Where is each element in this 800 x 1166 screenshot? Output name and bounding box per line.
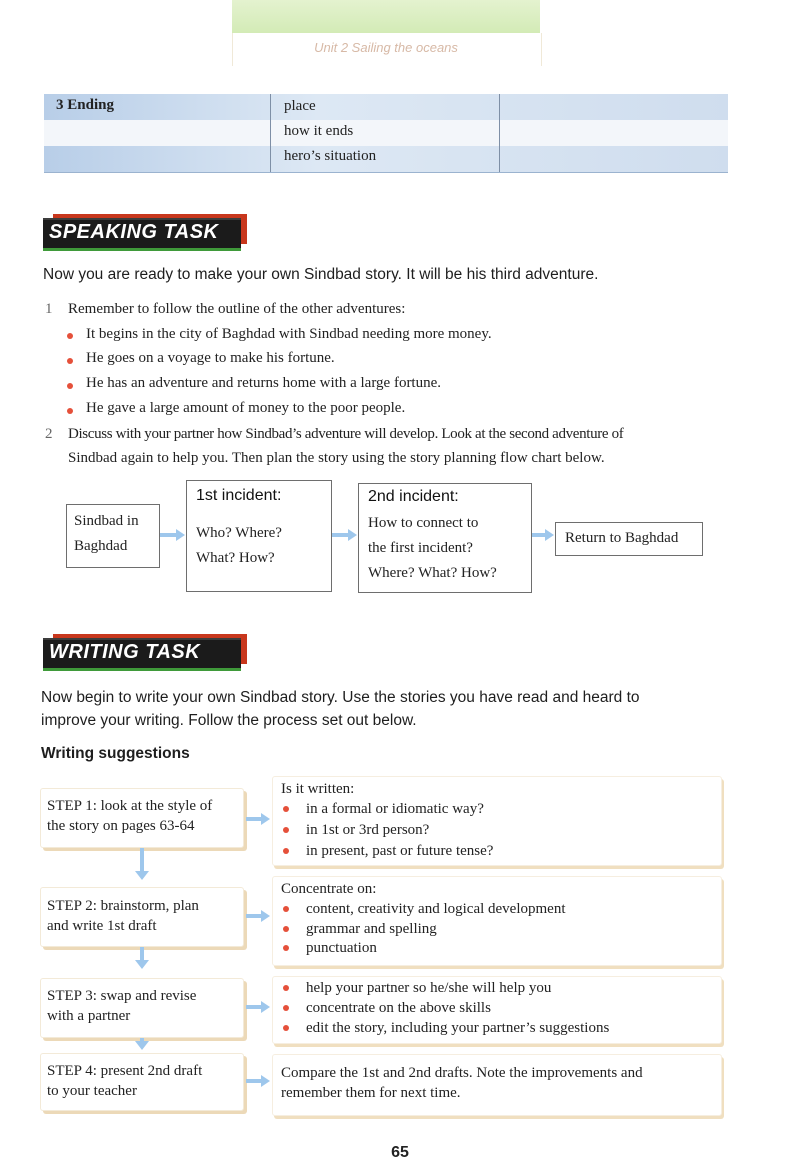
bullet-icon [283,945,289,951]
bullet-icon [283,827,289,833]
speaking-intro: Now you are ready to make your own Sindbad story. It will be his third adventure. [43,266,599,283]
bullet-icon [67,383,73,389]
writing-suggestions-heading: Writing suggestions [41,745,190,762]
step-arrow-icon [246,815,270,823]
step-2-box: STEP 2: brainstorm, plan and write 1st draft [40,887,244,947]
step-3-box: STEP 3: swap and revise with a partner [40,978,244,1038]
header-illustration [232,0,540,33]
item-text: Sindbad again to help you. Then plan the story using the story planning flow chart below. [68,450,605,466]
item-text: Discuss with your partner how Sindbad’s adventure will develop. Look at the second adventure of [68,426,624,442]
writing-intro: Now begin to write your own Sindbad story. Use the stories you have read and heard to [41,689,640,706]
item-text: Remember to follow the outline of the other adventures: [68,301,406,317]
flow-box-incident-1: 1st incident: Who? Where? What? How? [186,480,332,592]
bullet-icon [283,1005,289,1011]
step-arrow-icon [246,912,270,920]
table-section-label: 3 Ending [56,97,114,113]
table-cell: how it ends [284,123,354,139]
step-1-box: STEP 1: look at the style of the story on pages 63-64 [40,788,244,848]
bullet-text: He gave a large amount of money to the poor people. [86,400,406,416]
flow-box-start: Sindbad in Baghdad [66,504,160,568]
speaking-task-title: SPEAKING TASK [49,221,219,243]
writing-intro: improve your writing. Follow the process set out below. [41,712,417,729]
bullet-text: He has an adventure and returns home with a large fortune. [86,375,442,391]
item-number: 1 [45,301,53,317]
bullet-icon [283,926,289,932]
item-number: 2 [45,426,53,442]
table-row [44,120,728,146]
writing-task-title: WRITING TASK [49,641,201,663]
table-row [44,146,728,172]
table-divider [499,94,500,172]
step-4-box: STEP 4: present 2nd draft to your teacher [40,1053,244,1111]
flow-box-incident-2: 2nd incident: How to connect to the first incident? Where? What? How? [358,483,532,593]
bullet-icon [283,848,289,854]
bullet-icon [67,358,73,364]
bullet-text: It begins in the city of Baghdad with Sindbad needing more money. [86,326,492,342]
ending-table [44,94,728,173]
bullet-icon [67,333,73,339]
bullet-icon [67,408,73,414]
writing-task-banner [43,634,247,668]
bullet-icon [283,906,289,912]
table-cell: hero’s situation [284,148,377,164]
bullet-icon [283,806,289,812]
bullet-text: He goes on a voyage to make his fortune. [86,350,335,366]
page-number: 65 [391,1144,409,1161]
step-2-notes: Concentrate on: content, creativity and logical development grammar and spelling punctuation [272,876,722,966]
step-4-notes: Compare the 1st and 2nd drafts. Note the improvements and remember them for next time. [272,1054,722,1116]
flow-arrow-icon [160,531,185,539]
flow-arrow-icon [532,531,554,539]
bullet-icon [283,985,289,991]
table-row [44,94,728,120]
step-3-notes: help your partner so he/she will help you concentrate on the above skills edit the story, including your partner’s suggestions [272,976,722,1044]
speaking-task-banner [43,214,247,248]
flow-box-end: Return to Baghdad [555,522,703,556]
step-arrow-icon [246,1003,270,1011]
bullet-icon [283,1025,289,1031]
step-arrow-icon [246,1077,270,1085]
step-1-notes: Is it written: in a formal or idiomatic way? in 1st or 3rd person? in present, past or future tense? [272,776,722,866]
table-divider [270,94,271,172]
unit-title: Unit 2 Sailing the oceans [314,40,458,55]
flow-arrow-icon [332,531,357,539]
table-cell: place [284,98,316,114]
